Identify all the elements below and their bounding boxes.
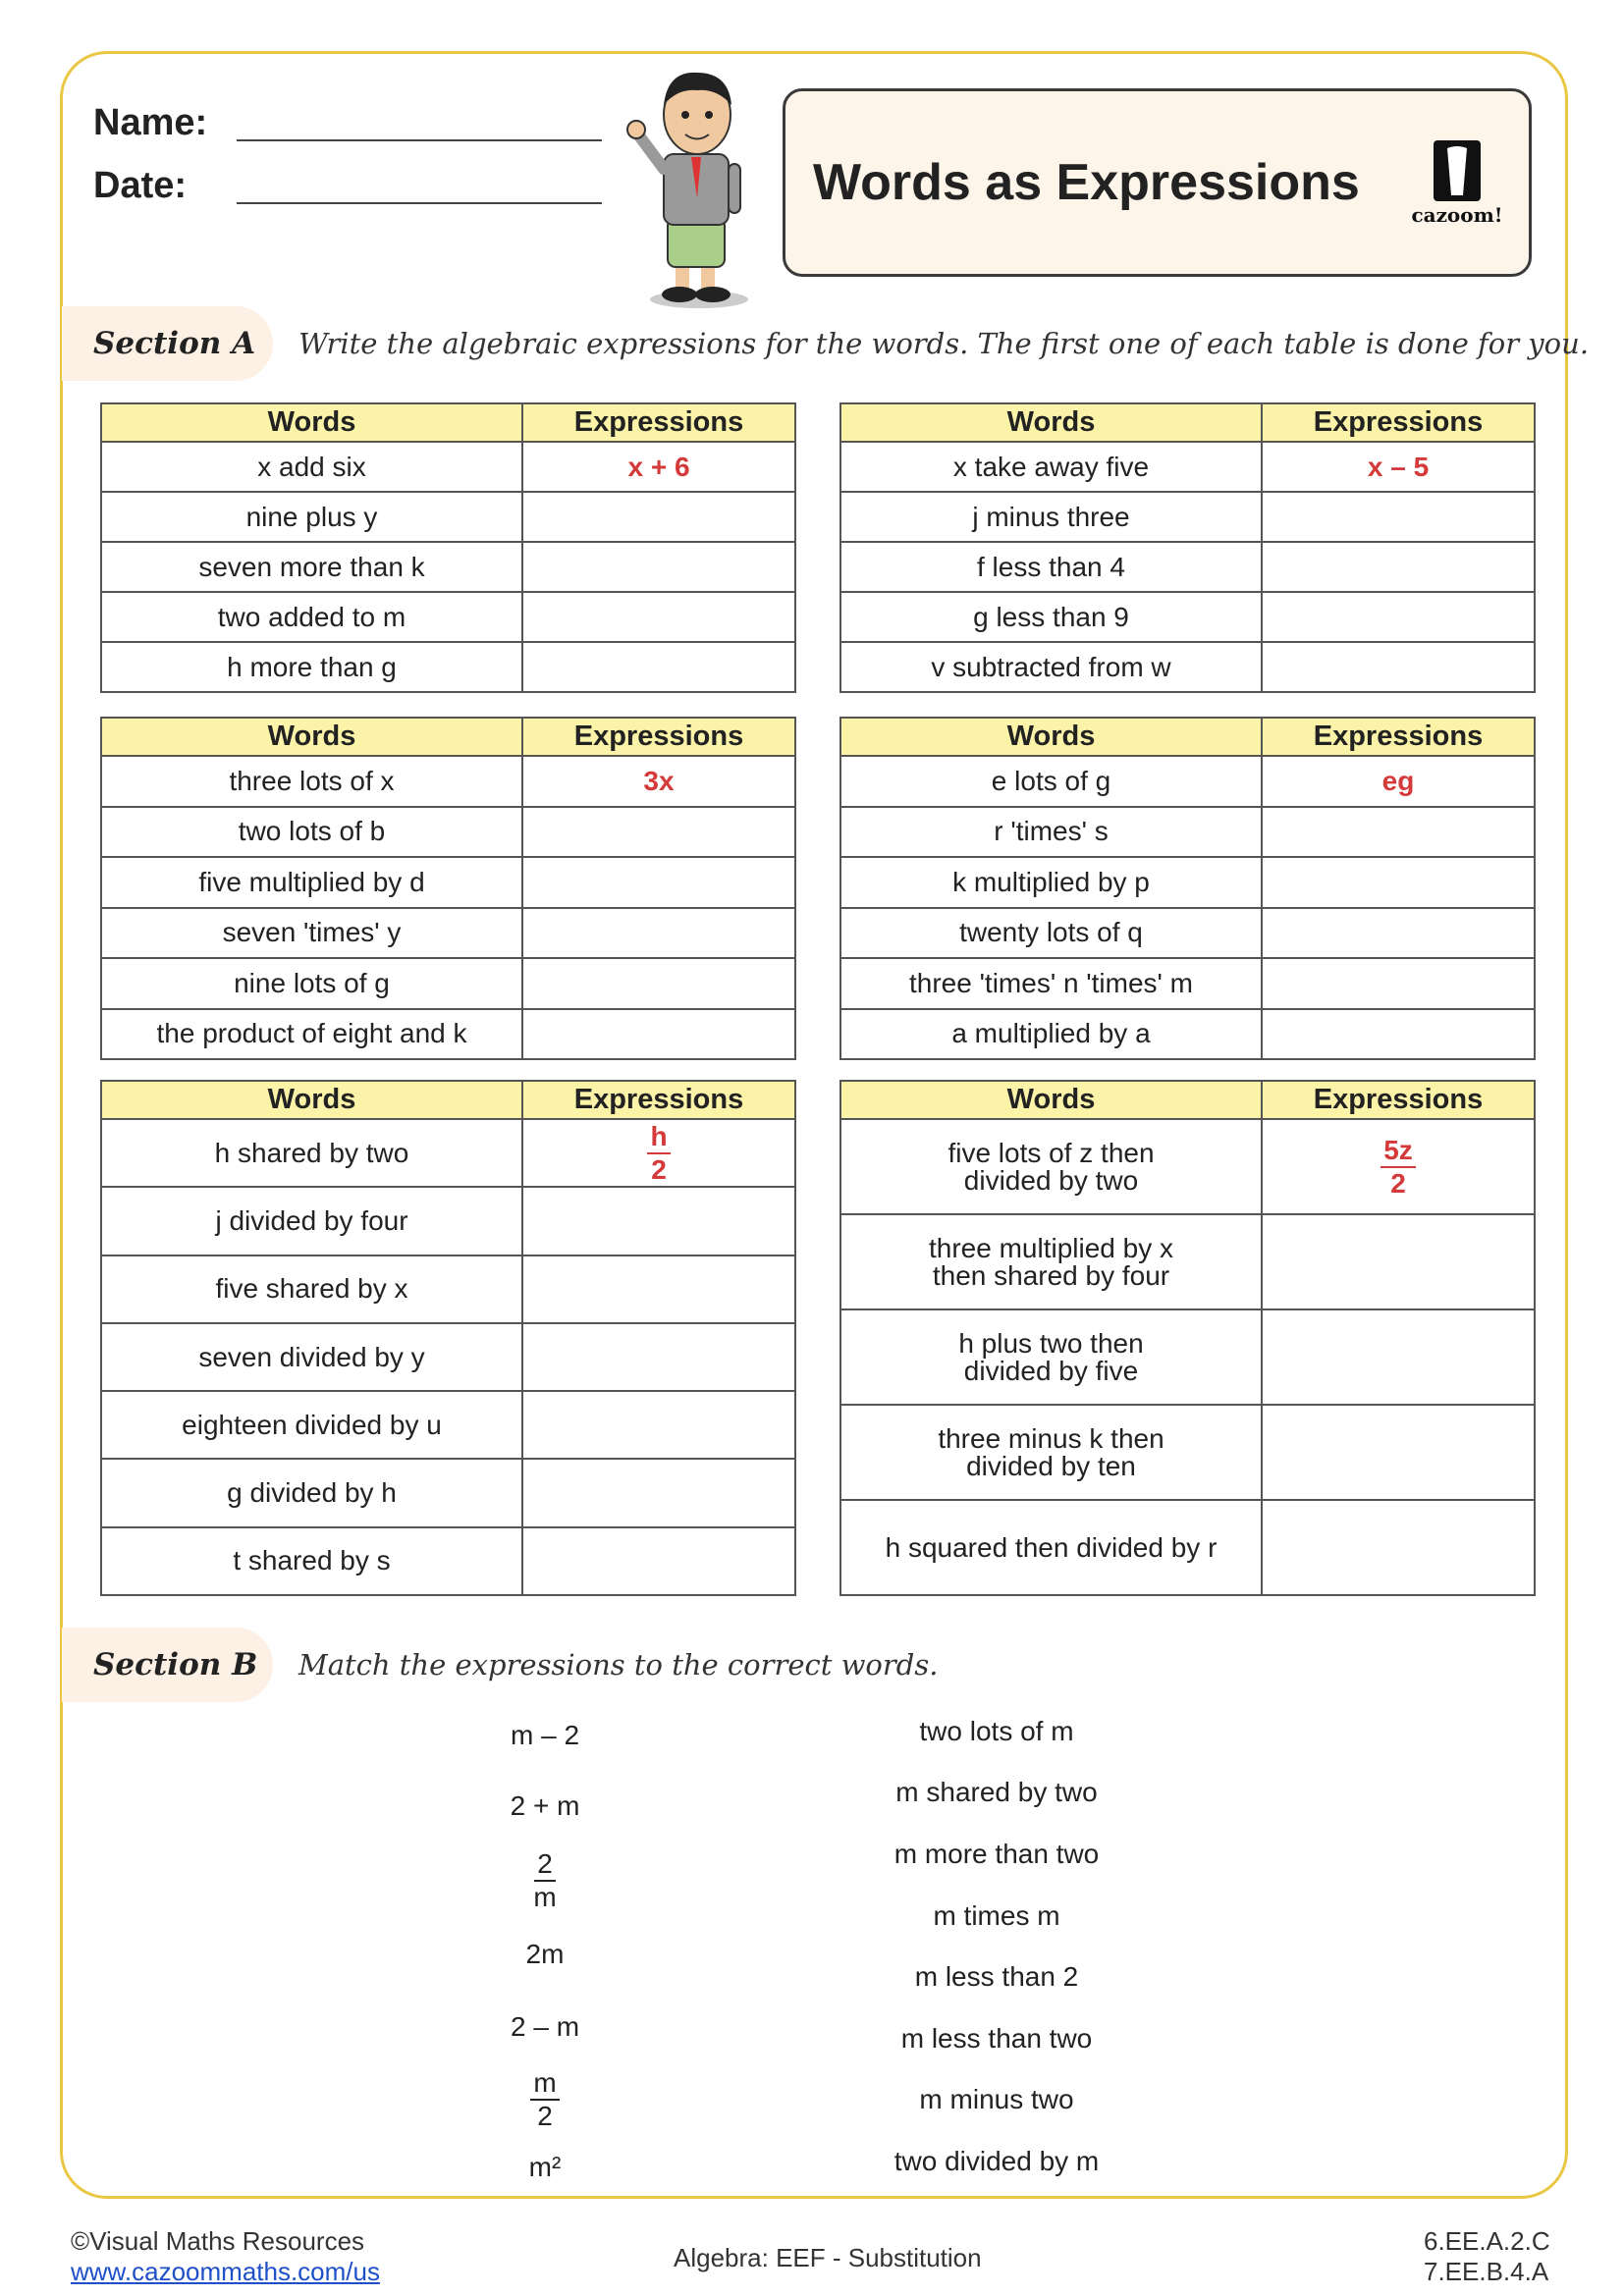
table-row <box>840 857 1535 908</box>
expressions-header: Expressions <box>522 403 795 442</box>
logo-text: cazoom! <box>1411 203 1503 227</box>
answer-cell[interactable] <box>522 542 795 592</box>
words-item[interactable]: m shared by two <box>895 1777 1098 1807</box>
words-cell: f less than 4 <box>840 542 1262 592</box>
words-item[interactable]: two divided by m <box>893 2146 1100 2176</box>
words-cell: r 'times' s <box>840 807 1262 858</box>
expression-table-4 <box>839 717 1536 1060</box>
expression-table-6 <box>839 1080 1536 1596</box>
date-field[interactable] <box>237 202 602 204</box>
words-line: h squared then divided by r <box>885 1531 1218 1563</box>
section-a-tab <box>62 306 273 381</box>
example-answer-cell <box>522 1119 795 1187</box>
table-row <box>101 908 795 959</box>
example-answer-cell: x – 5 <box>1262 442 1535 492</box>
website-link[interactable]: www.cazoommaths.com/us <box>71 2257 380 2286</box>
words-cell: e lots of g <box>840 756 1262 807</box>
standard-code-2: 7.EE.B.4.A <box>1424 2257 1549 2286</box>
table-row <box>101 542 795 592</box>
fraction <box>533 1850 556 1911</box>
table-row <box>101 1323 795 1391</box>
section-a-instruction: Write the algebraic expressions for the words. The first one of each table is done for you. <box>298 327 1590 360</box>
answer-cell[interactable] <box>522 1459 795 1526</box>
words-cell: two added to m <box>101 592 522 642</box>
answer-cell[interactable] <box>522 1255 795 1323</box>
words-cell: t shared by s <box>101 1527 522 1595</box>
words-cell <box>840 1309 1262 1405</box>
answer-cell[interactable] <box>522 492 795 542</box>
words-line: divided by two <box>963 1164 1139 1196</box>
answer-cell[interactable] <box>1262 1405 1535 1500</box>
table-row <box>101 1187 795 1255</box>
words-cell: k multiplied by p <box>840 857 1262 908</box>
table-row <box>840 807 1535 858</box>
words-cell: j divided by four <box>101 1187 522 1255</box>
table-row <box>840 1214 1535 1309</box>
words-cell: g less than 9 <box>840 592 1262 642</box>
expression-table-1 <box>100 402 796 693</box>
page-title: Words as Expressions <box>813 154 1360 211</box>
words-cell: x add six <box>101 442 522 492</box>
words-line: divided by five <box>963 1355 1139 1386</box>
fraction-denominator: m <box>533 1882 557 1912</box>
boy-mascot-icon <box>619 61 766 311</box>
fraction <box>530 2069 559 2130</box>
words-cell: g divided by h <box>101 1459 522 1526</box>
answer-cell[interactable] <box>522 1187 795 1255</box>
expression-item[interactable]: 2 – m <box>510 2011 580 2042</box>
words-header: Words <box>101 1081 522 1119</box>
expression-item[interactable]: 2 + m <box>510 1790 580 1821</box>
words-cell: seven divided by y <box>101 1323 522 1391</box>
words-cell: five multiplied by d <box>101 857 522 908</box>
table-row <box>840 1500 1535 1595</box>
words-cell: three lots of x <box>101 756 522 807</box>
answer-cell[interactable] <box>1262 1009 1535 1060</box>
answer-cell[interactable] <box>522 592 795 642</box>
answer-cell[interactable] <box>1262 1500 1535 1595</box>
words-item[interactable]: m more than two <box>893 1839 1100 1869</box>
words-cell: three 'times' n 'times' m <box>840 958 1262 1009</box>
words-header: Words <box>101 403 522 442</box>
words-line: h plus two then <box>958 1327 1144 1359</box>
fraction <box>647 1120 670 1185</box>
example-answer-cell: eg <box>1262 756 1535 807</box>
answer-cell[interactable] <box>1262 1309 1535 1405</box>
expression-item[interactable] <box>471 2069 619 2130</box>
words-cell <box>840 1214 1262 1309</box>
table-row <box>840 642 1535 692</box>
answer-cell[interactable] <box>1262 807 1535 858</box>
title-box <box>783 88 1532 277</box>
words-cell: v subtracted from w <box>840 642 1262 692</box>
words-cell: seven 'times' y <box>101 908 522 959</box>
answer-cell[interactable] <box>1262 542 1535 592</box>
expression-table-2 <box>839 402 1536 693</box>
example-answer-cell <box>1262 1119 1535 1214</box>
fraction-numerator: m <box>530 2069 559 2101</box>
fraction-numerator: 5z <box>1380 1137 1416 1168</box>
table-row <box>101 642 795 692</box>
words-line: then shared by four <box>932 1259 1170 1291</box>
words-cell: x take away five <box>840 442 1262 492</box>
answer-cell[interactable] <box>522 642 795 692</box>
expression-item[interactable]: 2m <box>525 1939 565 1969</box>
expression-item[interactable]: m² <box>528 2152 562 2182</box>
cazoom-logo <box>1404 138 1510 233</box>
answer-cell[interactable] <box>522 857 795 908</box>
table-row <box>840 1119 1535 1214</box>
words-header: Words <box>840 718 1262 756</box>
answer-cell[interactable] <box>1262 592 1535 642</box>
table-row <box>840 1309 1535 1405</box>
answer-cell[interactable] <box>522 1323 795 1391</box>
words-line: five lots of z then <box>947 1137 1155 1168</box>
words-line: three minus k then <box>938 1422 1164 1454</box>
expression-item[interactable]: m – 2 <box>510 1720 580 1750</box>
words-header: Words <box>840 403 1262 442</box>
words-header: Words <box>101 718 522 756</box>
words-cell: the product of eight and k <box>101 1009 522 1060</box>
table-row <box>840 492 1535 542</box>
fraction-numerator: 2 <box>534 1850 556 1882</box>
words-cell <box>840 1405 1262 1500</box>
table-row <box>101 807 795 858</box>
words-item[interactable]: m less than 2 <box>914 1961 1079 1992</box>
words-item[interactable]: m minus two <box>919 2084 1074 2114</box>
answer-cell[interactable] <box>522 908 795 959</box>
words-cell <box>840 1119 1262 1214</box>
section-b-label: Section B <box>93 1647 258 1682</box>
table-row <box>840 542 1535 592</box>
table-row <box>840 1009 1535 1060</box>
example-answer-cell: x + 6 <box>522 442 795 492</box>
table-row <box>101 1255 795 1323</box>
expression-table-5 <box>100 1080 796 1596</box>
words-cell: h more than g <box>101 642 522 692</box>
words-cell: twenty lots of q <box>840 908 1262 959</box>
expression-table-3 <box>100 717 796 1060</box>
words-item[interactable]: m times m <box>933 1900 1060 1931</box>
table-row <box>101 1527 795 1595</box>
answer-cell[interactable] <box>522 807 795 858</box>
answer-cell[interactable] <box>1262 1214 1535 1309</box>
table-row <box>101 1119 795 1187</box>
cazoom-logo-icon <box>1404 138 1510 207</box>
section-b-tab <box>62 1628 273 1702</box>
expressions-header: Expressions <box>1262 403 1535 442</box>
example-answer-cell: 3x <box>522 756 795 807</box>
words-cell: two lots of b <box>101 807 522 858</box>
words-line: divided by ten <box>966 1450 1136 1481</box>
copyright: ©Visual Maths Resources <box>71 2226 365 2256</box>
answer-cell[interactable] <box>1262 857 1535 908</box>
answer-cell[interactable] <box>1262 642 1535 692</box>
name-field[interactable] <box>237 139 602 141</box>
answer-cell[interactable] <box>522 1009 795 1060</box>
fraction <box>1380 1134 1416 1199</box>
standard-code-1: 6.EE.A.2.C <box>1424 2226 1550 2256</box>
table-row <box>101 492 795 542</box>
section-b-instruction: Match the expressions to the correct words. <box>298 1648 939 1682</box>
fraction-denominator: 2 <box>537 2101 553 2131</box>
words-cell: a multiplied by a <box>840 1009 1262 1060</box>
words-cell: nine plus y <box>101 492 522 542</box>
words-item[interactable]: m less than two <box>900 2023 1093 2054</box>
table-row <box>840 1405 1535 1500</box>
expressions-header: Expressions <box>1262 718 1535 756</box>
answer-cell[interactable] <box>1262 908 1535 959</box>
answer-cell[interactable] <box>522 1391 795 1459</box>
words-cell: h shared by two <box>101 1119 522 1187</box>
table-row <box>840 908 1535 959</box>
words-header: Words <box>840 1081 1262 1119</box>
table-row <box>840 756 1535 807</box>
words-item[interactable]: two lots of m <box>919 1716 1074 1746</box>
answer-cell[interactable] <box>522 958 795 1009</box>
table-row <box>840 442 1535 492</box>
words-cell: eighteen divided by u <box>101 1391 522 1459</box>
answer-cell[interactable] <box>1262 958 1535 1009</box>
table-row <box>101 442 795 492</box>
table-row <box>101 958 795 1009</box>
fraction-denominator: 2 <box>1390 1167 1406 1199</box>
words-cell: nine lots of g <box>101 958 522 1009</box>
answer-cell[interactable] <box>1262 492 1535 542</box>
table-row <box>840 592 1535 642</box>
words-cell: j minus three <box>840 492 1262 542</box>
expression-item[interactable] <box>471 1850 619 1911</box>
date-label: Date: <box>93 165 188 206</box>
table-row <box>101 1009 795 1060</box>
expressions-header: Expressions <box>522 718 795 756</box>
table-row <box>101 857 795 908</box>
words-cell: seven more than k <box>101 542 522 592</box>
topic-label: Algebra: EEF - Substitution <box>674 2243 982 2272</box>
table-row <box>840 958 1535 1009</box>
words-cell: five shared by x <box>101 1255 522 1323</box>
table-row <box>101 592 795 642</box>
fraction-numerator: h <box>647 1123 670 1154</box>
words-cell <box>840 1500 1262 1595</box>
expressions-header: Expressions <box>1262 1081 1535 1119</box>
fraction-denominator: 2 <box>651 1153 667 1185</box>
name-label: Name: <box>93 102 208 143</box>
section-a-label: Section A <box>93 326 256 361</box>
table-row <box>101 1391 795 1459</box>
answer-cell[interactable] <box>522 1527 795 1595</box>
table-row <box>101 756 795 807</box>
table-row <box>101 1459 795 1526</box>
words-line: three multiplied by x <box>928 1232 1173 1263</box>
expressions-header: Expressions <box>522 1081 795 1119</box>
